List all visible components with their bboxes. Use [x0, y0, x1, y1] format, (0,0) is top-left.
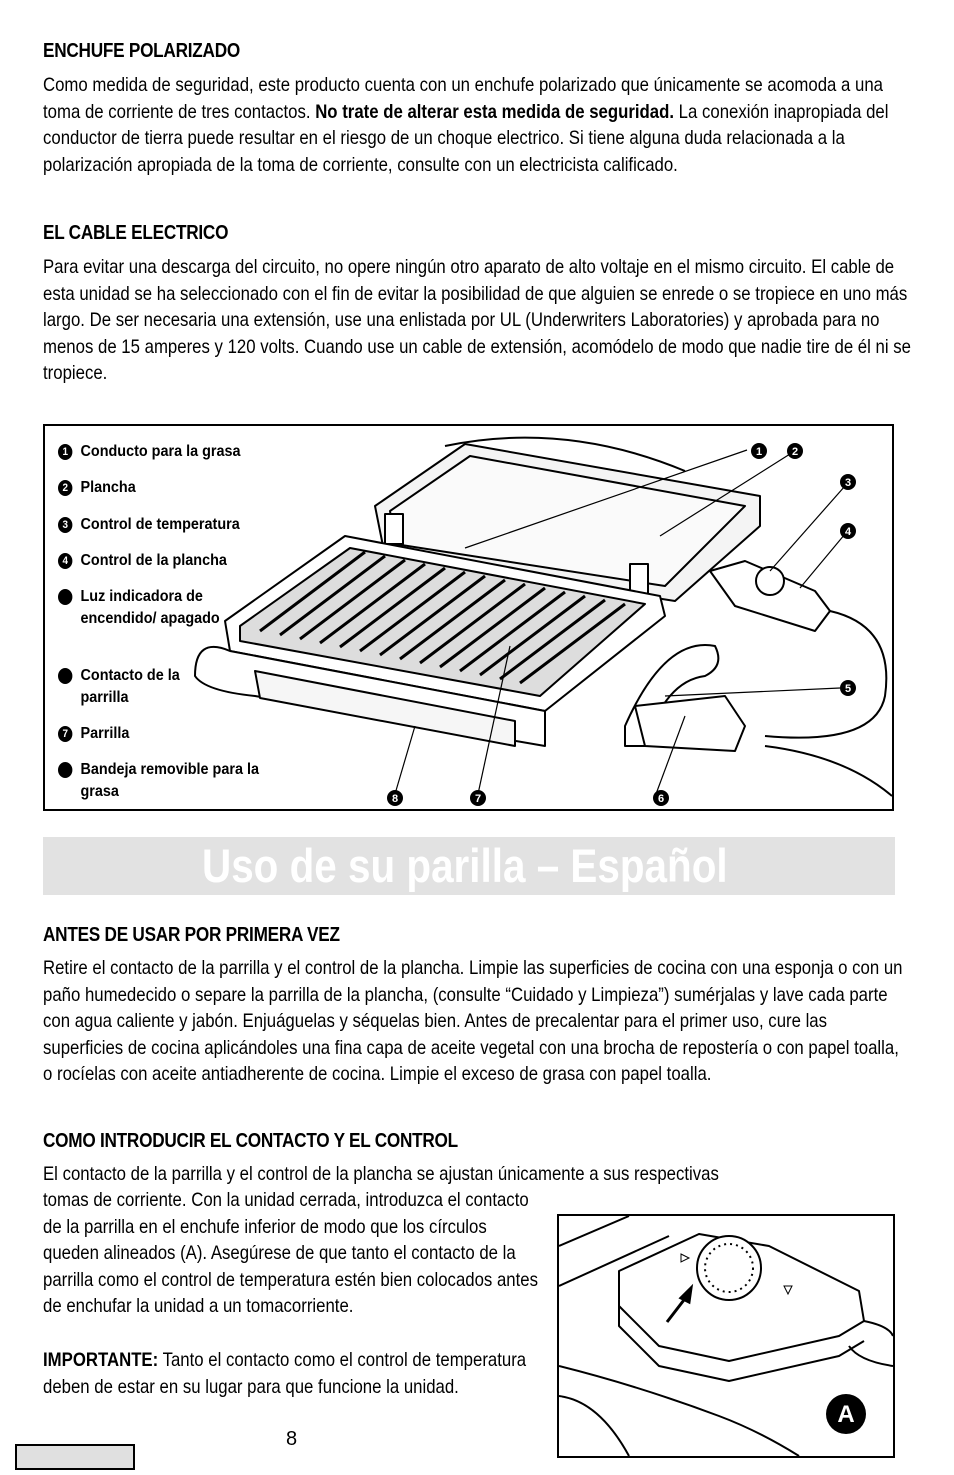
section-text-polarized: Como medida de seguridad, este producto cuenta con un enchufe polarizado que únicamente se acomoda a una toma de corriente de tres contactos. No trate de alterar esta medida de seguridad. La conexión inapropiada del conductor de tierra puede resultar en el riesgo de un choque electrico. Si tiene alguna duda relacionada a la polarización apropiada de la toma de corriente, consulte con un electricista calificado.: [43, 74, 889, 176]
section-text-cable: Para evitar una descarga del circuito, no opere ningún otro aparato de alto voltaje en el mismo circuito. El cable de esta unidad se ha seleccionado con el fin de evitar la posibilidad de que alguien se enrede o se tropiece en uno más largo. De ser necesaria una extensión, use una enlistada por UL (Underwriters Laboratories) y aprobada para no menos de 15 amperes y 120 volts. Cuando use un cable de extensión, acomódelo de modo que nadie tire de él ni se tropiece.: [43, 256, 911, 385]
legend-item: 7 Parrilla: [58, 723, 292, 745]
page-tab: [15, 1444, 135, 1470]
section-heading-polarized: ENCHUFE POLARIZADO: [43, 40, 240, 62]
section-heading-first-use: ANTES DE USAR POR PRIMERA VEZ: [43, 924, 340, 946]
page-number: 8: [286, 1428, 298, 1450]
legend-item: 5 Luz indicadora de encendido/ apagado: [51, 588, 220, 627]
section-text-insert: tomas de corriente. Con la unidad cerrada, introduzca el contacto de la parrilla en el enchufe inferior de modo que los círculos queden alineados (A). Asegúrese de que tanto el contacto de la parrilla como el control de temperatura estén bien colocados antes de enchufar la unidad a un tomacorriente.: [43, 1189, 538, 1318]
section-text-first-use: Retire el contacto de la parrilla y el control de la plancha. Limpie las superficies de cocina con una esponja o con un paño humedecido o separe la parrilla de la plancha, (consulte “Cuidado y Limpieza”) sumérjalas y lave cada parte con agua caliente y jabón. Enjuáguelas y séquelas bien. Antes de precalentar para el primer uso, cure las superficies de cocina aplicándoles una fina capa de aceite vegetal con una brocha de repostería o con papel toalla, o rocíelas con aceite antiadherente de cocina. Limpie el exceso de grasa con papel toalla.: [43, 957, 903, 1086]
callout-3: 3: [844, 477, 852, 489]
legend-item: 4 Control de la plancha: [58, 550, 292, 572]
callout-5: 5: [844, 683, 852, 695]
section-heading-cable: EL CABLE ELECTRICO: [43, 222, 229, 244]
legend-item: 1 Conducto para la grasa: [58, 441, 292, 463]
callout-4: 4: [844, 526, 852, 538]
plug-illustration: [559, 1216, 893, 1456]
legend-item: 2 Plancha: [58, 477, 292, 499]
legend-item: 3 Control de temperatura: [58, 514, 292, 536]
callout-7: 7: [474, 793, 482, 805]
figure-a: [557, 1214, 895, 1458]
important-note: IMPORTANTE: Tanto el contacto como el control de temperatura deben de estar en su lugar para que funcione la unidad.: [43, 1349, 527, 1398]
figure-a-label: A: [837, 1401, 855, 1428]
legend-item: 6 Contacto de la parrilla: [51, 667, 180, 706]
section-heading-insert: COMO INTRODUCIR EL CONTACTO Y EL CONTROL: [43, 1130, 458, 1152]
callout-8: 8: [391, 793, 399, 805]
banner-title: Uso de su parilla – Español: [202, 839, 728, 892]
legend-item: 8 Bandeja removible para la grasa: [51, 761, 259, 800]
section-text-insert-line1: El contacto de la parrilla y el control de la plancha se ajustan únicamente a sus respectivas: [43, 1163, 719, 1185]
callout-6: 6: [657, 793, 665, 805]
callout-2: 2: [791, 446, 799, 458]
callout-1: 1: [755, 446, 763, 458]
